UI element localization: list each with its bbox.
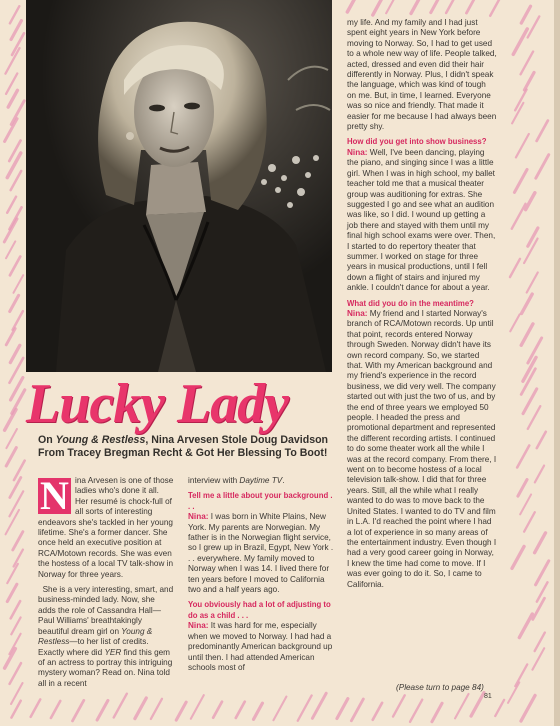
decorative-stroke: [510, 314, 519, 331]
decorative-stroke: [11, 171, 22, 190]
decorative-stroke: [347, 0, 360, 12]
decorative-stroke: [526, 193, 535, 210]
decorative-stroke: [446, 0, 455, 13]
decorative-stroke: [7, 197, 16, 213]
decorative-stroke: [11, 601, 20, 618]
decorative-stroke: [471, 693, 484, 716]
decorative-stroke: [432, 703, 442, 721]
decorative-stroke: [455, 694, 468, 718]
continued-note: (Please turn to page 84): [396, 683, 484, 692]
decorative-stroke: [510, 259, 520, 277]
decorative-stroke: [135, 698, 146, 719]
interview-answer: Nina: My friend and I started Norway's branch of RCA/Motown records. Up until that point, records entered Norway through Sweden. Norway didn't have its own record company. So, we started that. With my American background and my friend's experience in the record business, we did very well. The company started out with just the two of us, and by the end of three years we employed 50 people. I headed the press and promotional department and represented the different recording artists. I continued to do some theater work all the while I was at the record company. From there, I went on to become hostess of a local television talk-show. I did that for three years. Still, all the while what I really wanted to do was to move back to the United States. I wanted to do TV and film in L.A. I'd reached the point where I had a lot of experience in so many areas of the entertainment industry. Even though I had a very good career going in Norway, I knew the time had come to move. If I was ever going to do it. So, I came to California.: [347, 308, 497, 589]
interview-question: What did you do in the meantime?: [347, 298, 474, 308]
decorative-stroke: [521, 324, 533, 345]
decorative-stroke: [537, 582, 548, 601]
decorative-stroke: [176, 702, 186, 720]
decorative-stroke: [393, 695, 405, 716]
decorative-stroke: [536, 155, 549, 178]
decorative-stroke: [519, 614, 532, 638]
page-edge: [554, 0, 560, 726]
decorative-stroke: [513, 29, 527, 54]
decorative-stroke: [6, 329, 15, 345]
decorative-stroke: [514, 170, 527, 193]
decorative-stroke: [236, 702, 245, 718]
article-paragraph: interview with Daytime TV.: [188, 476, 285, 485]
show-title: Young & Restless: [55, 434, 146, 446]
interview-answer: Nina: I was born in White Plains, New York. My parents are Norwegian. My father is in the Norwegian flight service, so I grew up in Brazil, Egypt, New York . . . everywhere. My family moved to Norway when I was 14. I lived there for ten years before I moved to California two and a half years ago.: [188, 512, 334, 595]
decorative-stroke: [508, 682, 519, 703]
decorative-stroke: [466, 0, 478, 13]
page-number: 81: [484, 693, 492, 700]
article-paragraph: She is a very interesting, smart, and business-minded lady. Now, she adds the role of Cassandra Hall—Paul Williams' breathtakingly beautiful dream girl on Young & Restless—to her list of credits. Exactly where did YER find this gem of an actress to portray this intriguing mystery woman? Read on. Nina told all in a recent: [38, 585, 174, 688]
decorative-stroke: [31, 699, 41, 716]
article-paragraph: N ina Arvesen is one of those ladies who's done it all. Her resumé is chock-full of all sorts of interesting endeavors she's tackled in her young lifetime. She's a former dancer. She once held an executive position at RCA/Motown records. She was even the hostess of a local TV talk-show in Norway for three years.: [38, 473, 174, 579]
decorative-stroke: [213, 702, 222, 718]
decorative-stroke: [11, 21, 21, 40]
decorative-stroke: [512, 546, 524, 568]
decorative-stroke: [536, 561, 549, 585]
decorative-stroke: [521, 695, 535, 721]
interview-question: You obviously had a lot of adjusting to do as a child . . .: [188, 600, 331, 620]
decorative-stroke: [6, 429, 17, 448]
decorative-stroke: [6, 241, 15, 258]
decorative-stroke: [10, 477, 21, 497]
decorative-stroke: [411, 0, 421, 13]
decorative-stroke: [13, 275, 23, 293]
decorative-stroke: [254, 703, 263, 719]
decorative-stroke: [13, 311, 23, 330]
interview-answer: Nina: It was hard for me, especially when we moved to Norway. I had had a predominantly American background up until then. I had attended American schools most of: [188, 621, 333, 672]
decorative-stroke: [7, 584, 17, 601]
decorative-stroke: [273, 697, 286, 721]
decorative-stroke: [11, 701, 20, 718]
decorative-stroke: [490, 0, 499, 16]
decorative-stroke: [4, 219, 17, 242]
decorative-stroke: [528, 406, 541, 429]
decorative-stroke: [191, 695, 204, 719]
decorative-stroke: [521, 52, 533, 75]
decorative-stroke: [51, 701, 60, 718]
article-column-1: [38, 473, 174, 694]
decorative-stroke: [373, 703, 382, 720]
decorative-stroke: [495, 700, 504, 716]
decorative-stroke: [8, 90, 17, 107]
decorative-stroke: [537, 121, 548, 141]
decorative-stroke: [515, 664, 527, 686]
decorative-stroke: [431, 0, 444, 13]
decorative-stroke: [523, 389, 537, 414]
article-paragraph: my life. And my family and I had just spent eight years in New York before moving to Norway. So, I had to get used to a whole new way of life. People talked, acted, dressed and even did their hair differently in Norway. Plus, I didn't speak the language, which was kind of tough on me. But, in time, I learned. Everyone was so nice and friendly. That made it easier for me because I had always been pretty shy.: [347, 18, 497, 132]
decorative-stroke: [522, 294, 533, 313]
interview-question: How did you get into show business?: [347, 137, 487, 147]
decorative-stroke: [337, 699, 348, 719]
decorative-stroke: [528, 228, 538, 246]
decorative-stroke: [13, 532, 23, 550]
decorative-stroke: [521, 6, 530, 23]
decorative-stroke: [9, 207, 21, 229]
decorative-stroke: [520, 494, 531, 514]
decorative-stroke: [6, 510, 19, 535]
decorative-stroke: [410, 700, 422, 722]
decorative-stroke: [386, 0, 398, 13]
decorative-stroke: [527, 272, 538, 292]
decorative-stroke: [151, 699, 162, 719]
decorative-stroke: [512, 204, 526, 229]
drop-cap: N: [38, 478, 71, 514]
decorative-stroke: [72, 700, 83, 721]
decorative-stroke: [537, 432, 546, 448]
portrait-photo: [26, 0, 332, 372]
decorative-stroke: [10, 257, 20, 276]
decorative-stroke: [524, 72, 534, 90]
decorative-stroke: [97, 700, 108, 720]
decorative-stroke: [11, 101, 24, 125]
decorative-stroke: [351, 699, 363, 721]
decorative-stroke: [11, 617, 20, 634]
decorative-stroke: [312, 693, 326, 718]
headline: Lucky Lady: [26, 373, 289, 435]
decorative-stroke: [114, 694, 127, 718]
article-column-3: [347, 18, 497, 595]
decorative-stroke: [535, 466, 544, 483]
subheadline: On Young & Restless, Nina Arvesen Stole Doug Davidson From Tracey Bregman Recht & Got Her Blessing To Boot!: [38, 434, 329, 459]
decorative-stroke: [10, 6, 19, 23]
article-column-2: [188, 476, 334, 678]
decorative-stroke: [10, 295, 19, 311]
decorative-stroke: [5, 410, 16, 431]
decorative-stroke: [14, 461, 25, 480]
decorative-stroke: [10, 345, 19, 362]
decorative-stroke: [6, 448, 16, 466]
decorative-stroke: [535, 533, 546, 553]
decorative-stroke: [298, 695, 312, 720]
decorative-stroke: [373, 0, 385, 15]
decorative-stroke: [517, 445, 529, 467]
decorative-stroke: [524, 512, 535, 531]
decorative-stroke: [528, 16, 540, 37]
decorative-stroke: [10, 663, 21, 684]
interview-answer: Nina: Well, I've been dancing, playing the piano, and singing since I was a little girl. When I was in high school, my ballet teacher told me that a musical theater group was auditioning for extras. She suggested I go and see what an audition was like, so I did. I wound up getting a job there and stayed with them until my final high school exams were over. Then, I started to do repertory theater that summer. I worked on stage for three years in musical productions, until I fell down a flight of stairs and injured my ankle. I couldn't dance for about a year.: [347, 147, 496, 293]
decorative-stroke: [518, 480, 527, 497]
interview-question: Tell me a little about your background . . .: [188, 491, 333, 511]
decorative-stroke: [533, 598, 545, 619]
decorative-stroke: [516, 134, 529, 157]
